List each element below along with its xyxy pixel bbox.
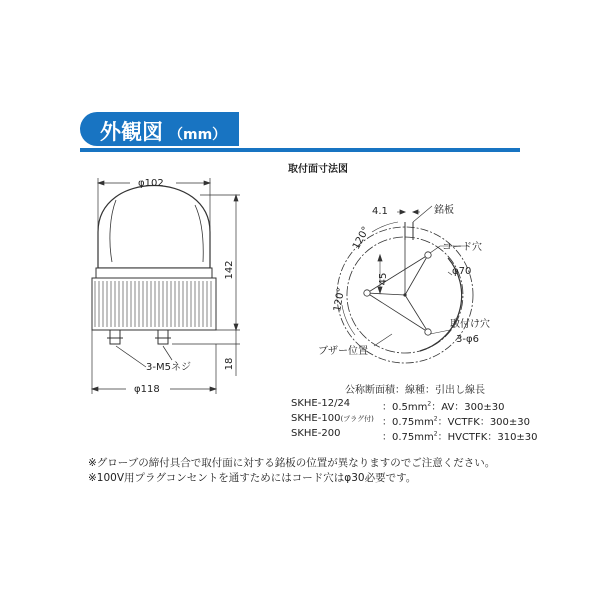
dim-phi70: φ70 [452,266,472,277]
title-unit: （mm） [169,127,227,143]
dim-offset: 4.1 [372,206,388,217]
angle-left: 120° [332,286,348,313]
terminal-right [158,330,168,344]
spec-type-len: ：AV：300±30 [431,402,505,413]
label-cord-hole: コード穴 [442,242,482,253]
dim-terminal: 18 [224,357,235,371]
mount-hole-left [364,290,370,296]
spec-row-3 [291,428,340,439]
front-view [92,186,216,345]
spec-model: SKHE-12/24 [291,398,351,409]
spec-type-len: ：VCTFK：300±30 [437,417,531,428]
globe-dome [98,186,210,269]
spec-area: ：0.75mm [382,432,434,443]
mount-view [337,206,473,363]
spec-area-sup: 2 [427,400,432,408]
dim-height: 142 [224,260,235,280]
spec-area-sup: 2 [433,415,438,423]
label-nameplate: 銘板 [434,205,454,216]
dim-top-diameter: φ102 [138,178,164,189]
spec-header: 公称断面積：線種：引出し線長 [345,385,485,396]
note-2: ※100V用プラグコンセントを通すためにはコード穴はφ30必要です。 [88,472,417,484]
globe-ring [96,268,212,278]
spec-row-3-values [382,428,538,443]
spec-model-suffix: (プラグ付) [340,415,374,423]
ribbed-base [92,278,216,330]
dim-45: 45 [378,272,389,286]
spec-model: SKHE-100 [291,413,341,424]
spec-row-2 [291,413,374,424]
dim-bottom-diameter: φ118 [134,384,160,395]
spec-area-sup: 2 [433,430,438,438]
spec-area: ：0.5mm [382,402,428,413]
title-main: 外観図 [100,120,163,144]
screw-label: 3-M5ネジ [146,362,191,373]
spec-row-1-values [382,398,504,413]
label-mount-hole-dim: 3-φ6 [456,334,479,345]
label-buzzer: ブザー位置 [318,346,368,357]
spec-type-len: ：HVCTFK：310±30 [437,432,538,443]
note-1: ※グローブの締付具合で取付面に対する銘板の位置が異なりますのでご注意ください。 [88,457,496,469]
terminal-left [110,330,120,344]
mount-view-title: 取付面寸法図 [288,164,348,175]
spec-row-2-values [382,413,530,428]
spec-area: ：0.75mm [382,417,434,428]
spec-row-1 [291,398,350,409]
spec-model: SKHE-200 [291,428,341,439]
angle-top: 120° [350,224,372,252]
label-mount-hole: 取付け穴 [450,319,490,330]
